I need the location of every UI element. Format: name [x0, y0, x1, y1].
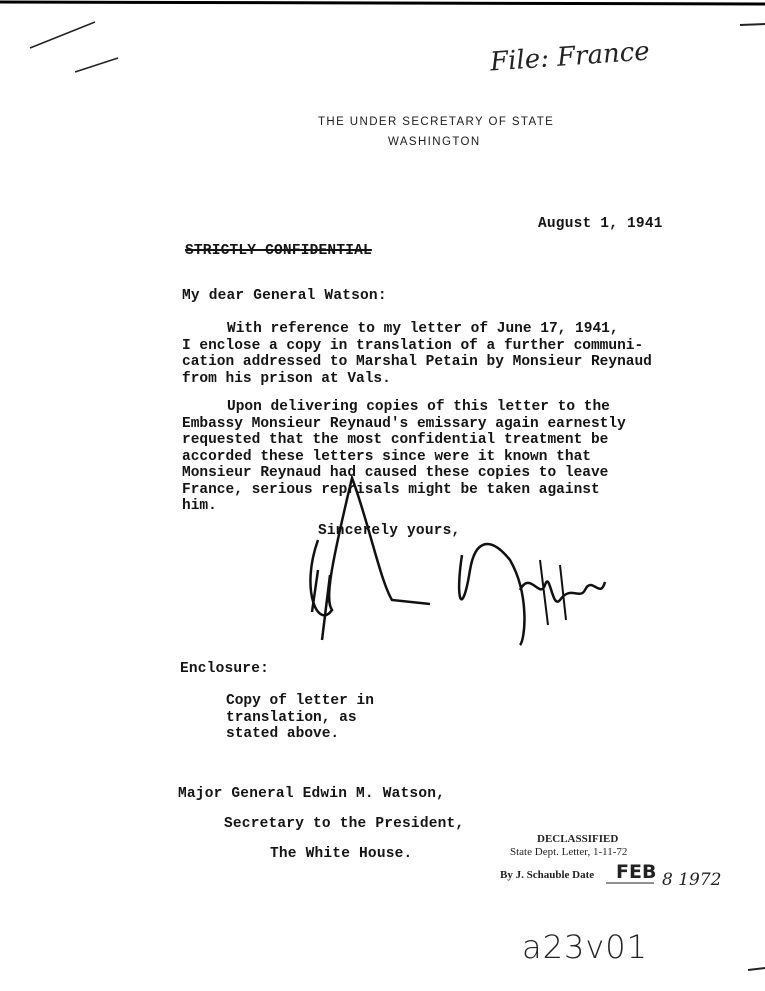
enclosure-description: [226, 693, 706, 743]
declassified-stamp-month: FEB: [616, 861, 657, 883]
paragraph-line: him.: [182, 498, 217, 514]
letter-date: August 1, 1941: [538, 216, 663, 232]
paragraph-line: Embassy Monsieur Reynaud's emissary again earnestly: [182, 415, 626, 432]
enclosure-line: stated above.: [226, 726, 340, 742]
enclosure-line: Copy of letter in: [226, 693, 374, 709]
archive-number: a23v01: [522, 928, 648, 966]
body-paragraph-2: [182, 399, 662, 515]
handwritten-file-note: File: France: [489, 36, 651, 78]
paragraph-line: requested that the most confidential treatment be: [182, 432, 609, 448]
paragraph-line: France, serious reprisals might be taken against: [182, 481, 600, 498]
addressee-title: Secretary to the President,: [224, 816, 465, 832]
paragraph-line: With reference to my letter of June 17, 1941,: [227, 321, 619, 337]
enclosure-label: Enclosure:: [180, 661, 270, 677]
enclosure-line: translation, as: [226, 709, 357, 726]
paragraph-line: Monsieur Reynaud had caused these copies to leave: [182, 465, 609, 481]
closing: Sincerely yours,: [318, 523, 461, 539]
paragraph-line: accorded these letters since were it known that: [182, 448, 591, 465]
paragraph-line: Upon delivering copies of this letter to the: [227, 399, 610, 415]
paragraph-line: I enclose a copy in translation of a further communi-: [182, 337, 644, 354]
classification-marking: STRICTLY CONFIDENTIAL: [185, 243, 372, 259]
declassified-stamp-date: 8 1972: [662, 870, 722, 890]
paragraph-line: cation addressed to Marshal Petain by Monsieur Reynaud: [182, 354, 652, 370]
salutation: My dear General Watson:: [182, 288, 387, 304]
declassified-stamp-by: By J. Schauble Date: [500, 869, 595, 881]
addressee-office: The White House.: [270, 846, 413, 862]
declassified-stamp-authority: State Dept. Letter, 1-11-72: [510, 846, 628, 858]
paragraph-line: from his prison at Vals.: [182, 370, 391, 387]
letterhead-city: WASHINGTON: [388, 136, 481, 148]
addressee-name: Major General Edwin M. Watson,: [178, 786, 446, 802]
letterhead-title: THE UNDER SECRETARY OF STATE: [318, 116, 555, 128]
body-paragraph-1: [182, 321, 662, 387]
declassified-stamp-title: DECLASSIFIED: [537, 833, 619, 845]
